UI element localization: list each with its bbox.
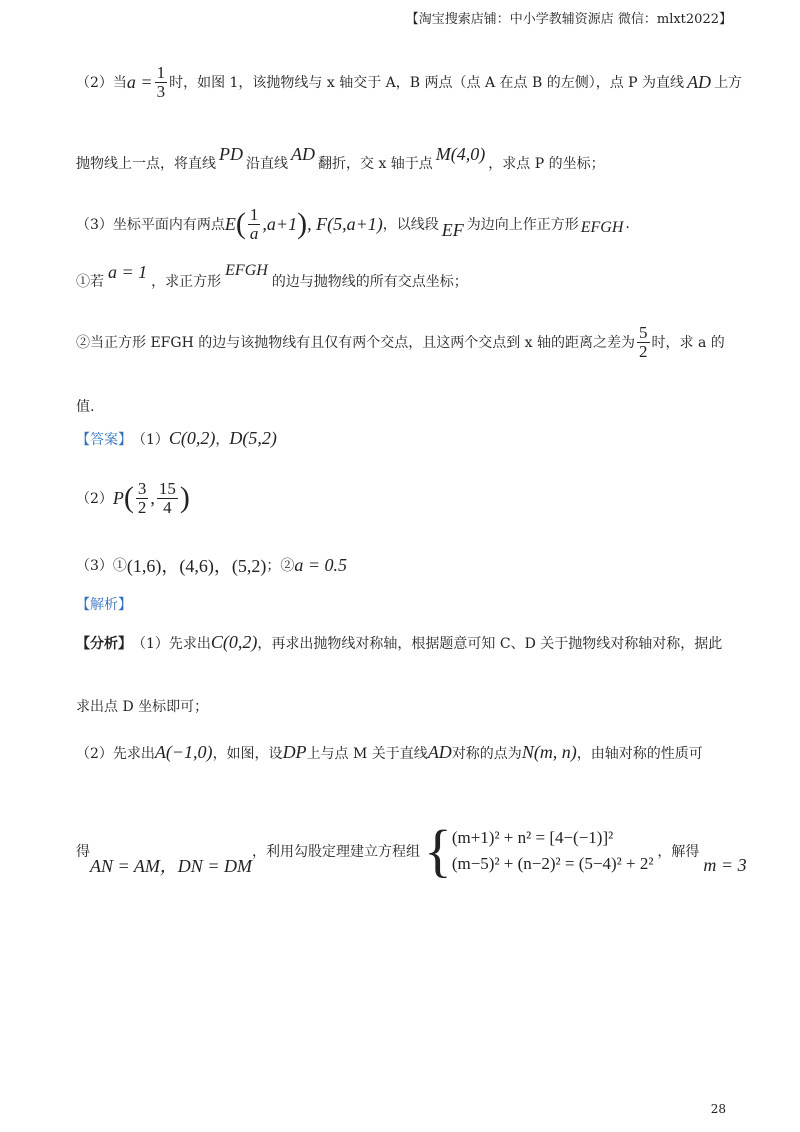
q3-E-den: a <box>249 223 259 243</box>
q3-2-text2: 时，求 a 的 <box>651 335 725 352</box>
q3-1-a: a = 1 <box>108 262 148 282</box>
q3-F: , F(5,a+1) <box>307 213 383 234</box>
analysis-p3-b: ，利用勾股定理建立方程组 <box>251 844 420 860</box>
q3-paren-open: ( <box>235 207 246 241</box>
q2-text1: 时，如图 1，该抛物线与 x 轴交于 A，B 两点（点 A 在点 B 的左侧），点 P 为直线 <box>169 75 685 92</box>
q3-2-num: 5 <box>639 323 648 342</box>
fenxi-label: 【分析】 <box>76 635 132 652</box>
answer-2-paren-open: ( <box>123 481 134 515</box>
q2-prefix: （2）当 <box>76 75 127 92</box>
answer-1-sep: ， <box>215 431 230 448</box>
q3-2-line <box>76 324 725 361</box>
q3-prefix: （3）坐标平面内有两点 <box>76 217 225 234</box>
q3-paren-close: ) <box>297 207 308 241</box>
answer-2-comma: , <box>150 487 155 508</box>
answer-3-prefix: （3）① <box>76 558 127 574</box>
answer-line-2 <box>76 480 190 517</box>
analysis-label: 【解析】 <box>76 597 132 613</box>
analysis-p2-e: ，由轴对称的性质可 <box>576 745 703 762</box>
analysis-p2-AD: AD <box>427 742 452 762</box>
answer-1-prefix: （1） <box>132 431 169 448</box>
q2-line2-a: 抛物线上一点，将直线 <box>76 155 216 172</box>
analysis-p2-line <box>76 742 703 763</box>
answer-1-D: D(5,2) <box>229 428 277 448</box>
answer-2-frac2 <box>157 480 178 517</box>
analysis-p1-b: ，再求出抛物线对称轴，根据题意可知 C、D 关于抛物线对称轴对称，据此 <box>257 635 723 652</box>
q3-2-line2: 值. <box>76 399 95 415</box>
q3-2-line-2 <box>76 396 94 416</box>
analysis-p2-N: N(m, n) <box>521 742 577 762</box>
analysis-p3-m: m = 3 <box>703 854 747 875</box>
q3-EF: EF <box>441 219 464 240</box>
answer-2-den1: 2 <box>137 497 147 517</box>
q2-text2: 上方 <box>714 75 743 92</box>
equation-system <box>423 818 654 883</box>
q3-1-prefix: ①若 <box>76 273 104 290</box>
q3-2-frac <box>637 324 650 361</box>
answer-2-P: P <box>112 487 124 508</box>
analysis-p3-a: 得 <box>76 844 90 860</box>
q3-1-EFGH: EFGH <box>225 261 268 279</box>
q3-E: E <box>224 213 236 234</box>
equation-brace: { <box>423 818 452 883</box>
q2-frac-num: 1 <box>156 63 166 82</box>
q2-line-2 <box>76 144 605 173</box>
answer-line-1 <box>76 428 277 449</box>
analysis-p1-C: C(0,2) <box>210 632 258 652</box>
analysis-p1-a: （1）先求出 <box>132 635 211 652</box>
q3-1-text: ，求正方形 <box>151 273 222 290</box>
analysis-p2-DP: DP <box>282 742 307 762</box>
q2-M: M(4,0) <box>435 144 486 164</box>
answer-label: 【答案】 <box>76 431 132 448</box>
q3-1-text2: 的边与抛物线的所有交点坐标； <box>271 273 468 290</box>
q2-line-1 <box>76 64 742 101</box>
answer-line-3 <box>76 552 347 578</box>
analysis-p2-a: （2）先求出 <box>76 745 155 762</box>
q3-1-line <box>76 261 468 291</box>
analysis-label-line <box>76 594 132 614</box>
equation-2: (m−5)² + (n−2)² = (5−4)² + 2² <box>451 854 654 873</box>
q3-text: ，以线段 <box>382 217 439 234</box>
q2-frac <box>155 64 168 101</box>
analysis-p1-line2: 求出点 D 坐标即可； <box>76 699 209 715</box>
q2-PD: PD <box>219 144 243 164</box>
q3-E-frac <box>248 206 261 243</box>
analysis-p3-c: ，解得 <box>657 844 700 860</box>
equation-1: (m+1)² + n² = [4−(−1)]² <box>451 828 614 847</box>
analysis-p2-d: 对称的点为 <box>451 745 522 762</box>
q2-a-eq: a = <box>126 71 153 92</box>
answer-2-num1: 3 <box>137 479 147 498</box>
answer-2-frac1 <box>136 480 149 517</box>
answer-3-mid: ；② <box>266 558 295 574</box>
answer-1-C: C(0,2) <box>168 428 216 448</box>
answer-3-val: a = 0.5 <box>294 554 348 575</box>
analysis-p2-b: ，如图，设 <box>212 745 283 762</box>
q3-EFGH: EFGH <box>580 219 624 237</box>
q3-end: . <box>625 216 630 233</box>
analysis-p1-line <box>76 632 722 653</box>
q2-AD2: AD <box>291 144 315 164</box>
q2-line2-c: 翻折，交 x 轴于点 <box>318 155 433 172</box>
answer-2-num2: 15 <box>158 479 176 498</box>
answer-2-den2: 4 <box>163 497 172 517</box>
analysis-p1-line-2 <box>76 696 208 716</box>
q3-2-den: 2 <box>639 341 648 361</box>
q3-line <box>76 206 630 243</box>
answer-2-prefix: （2） <box>76 491 113 508</box>
analysis-p2-A: A(−1,0) <box>154 742 213 762</box>
answer-2-paren-close: ) <box>179 481 190 515</box>
q3-E-num: 1 <box>249 205 259 224</box>
q3-text2: 为边向上作正方形 <box>466 217 579 234</box>
q2-frac-den: 3 <box>156 81 166 101</box>
page-number: 28 <box>710 1102 726 1116</box>
analysis-p2-c: 上与点 M 关于直线 <box>306 745 428 762</box>
q3-E-rest: ,a+1 <box>262 213 298 234</box>
q2-line2-b: 沿直线 <box>246 155 288 172</box>
q2-line2-d: ，求点 P 的坐标； <box>488 155 605 172</box>
q3-2-text: ②当正方形 EFGH 的边与该抛物线有且仅有两个交点，且这两个交点到 x 轴的距离之差为 <box>76 335 636 352</box>
page-header: 【淘宝搜索店铺：中小学教辅资源店 微信：mlxt2022】 <box>405 12 732 27</box>
answer-3-points: (1,6)，(4,6)，(5,2) <box>126 556 267 576</box>
analysis-p3-eq: AN = AM，DN = DM <box>90 856 252 876</box>
equation-list <box>452 828 654 874</box>
analysis-p3-line <box>76 818 747 883</box>
q2-AD: AD <box>687 71 712 92</box>
